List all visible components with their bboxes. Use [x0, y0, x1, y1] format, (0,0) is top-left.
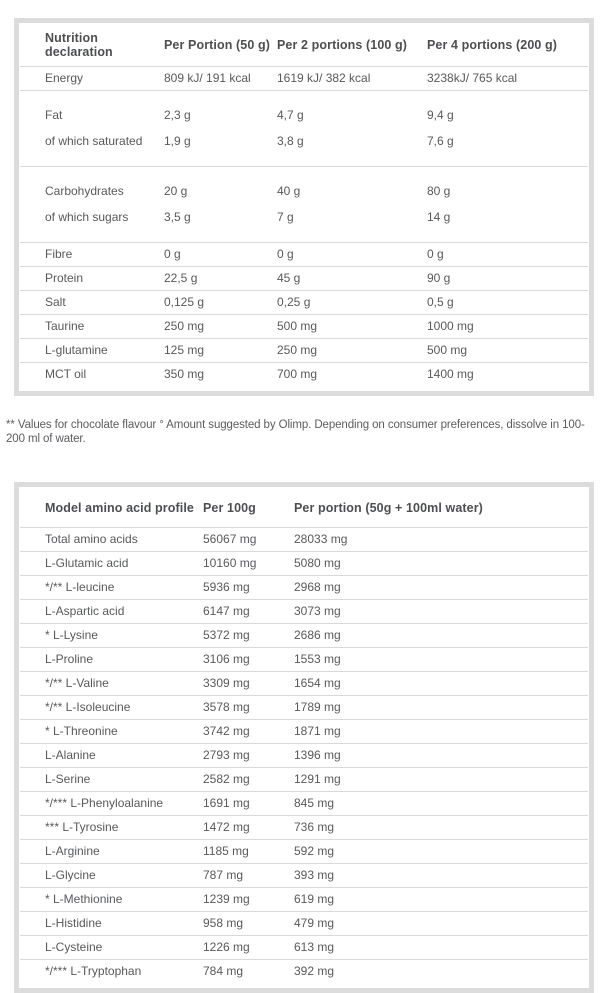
row-label-line: Fat: [45, 108, 63, 122]
row-label: Salt: [45, 295, 66, 309]
row-value: 3106 mg: [203, 652, 250, 666]
row-label: [20, 172, 164, 237]
row-value: 2793 mg: [203, 748, 250, 762]
row-value: 845 mg: [294, 796, 335, 810]
row-label-line: of which saturated: [45, 134, 143, 148]
row-value: 3073 mg: [294, 604, 341, 618]
row-value: 0,125 g: [164, 295, 205, 309]
row-value: 0 g: [164, 247, 181, 261]
row-label: */** L-Valine: [45, 676, 109, 690]
row-value: 1472 mg: [203, 820, 250, 834]
table-row: [20, 599, 588, 623]
row-value: 2582 mg: [203, 772, 250, 786]
row-label: L-Glutamic acid: [45, 556, 129, 570]
table-row: [20, 791, 588, 815]
row-label: * L-Methionine: [45, 892, 123, 906]
table-row: [20, 623, 588, 647]
row-value-line: 20 g: [164, 184, 188, 198]
row-value: 1291 mg: [294, 772, 341, 786]
row-value: 700 mg: [277, 367, 318, 381]
row-value: 90 g: [427, 271, 451, 285]
row-value: 125 mg: [164, 343, 205, 357]
row-value: 5936 mg: [203, 580, 250, 594]
row-value: 958 mg: [203, 916, 244, 930]
row-value: 1239 mg: [203, 892, 250, 906]
row-value-line: 1,9 g: [164, 134, 191, 148]
row-value: 393 mg: [294, 868, 335, 882]
row-value: 500 mg: [277, 319, 318, 333]
row-value: 1553 mg: [294, 652, 341, 666]
table-row: [20, 66, 588, 90]
row-label-line: Carbohydrates: [45, 184, 124, 198]
table-row: [20, 90, 588, 166]
row-value-line: 3,8 g: [277, 134, 304, 148]
row-label: *** L-Tyrosine: [45, 820, 119, 834]
row-label: Fibre: [45, 247, 73, 261]
row-value: [277, 172, 427, 237]
row-label: */** L-Isoleucine: [45, 700, 131, 714]
table-row: [20, 527, 588, 551]
table-row: [20, 959, 588, 988]
row-value: 0,25 g: [277, 295, 311, 309]
row-value: 10160 mg: [203, 556, 257, 570]
amino-table-header-row: [20, 487, 588, 527]
row-label: */*** L-Phenyloalanine: [45, 796, 164, 810]
row-value: [427, 172, 588, 237]
row-value-line: 7 g: [277, 210, 294, 224]
row-label: L-Cysteine: [45, 940, 103, 954]
row-value: 787 mg: [203, 868, 244, 882]
row-value-line: 7,6 g: [427, 134, 454, 148]
table-row: [20, 338, 588, 362]
row-value: 3578 mg: [203, 700, 250, 714]
table-row: [20, 719, 588, 743]
row-value: [164, 172, 277, 237]
row-value: 784 mg: [203, 964, 244, 978]
row-value: 500 mg: [427, 343, 468, 357]
row-value: 5372 mg: [203, 628, 250, 642]
row-value: 0,5 g: [427, 295, 454, 309]
row-value: 592 mg: [294, 844, 335, 858]
row-value: 1871 mg: [294, 724, 341, 738]
table-row: [20, 671, 588, 695]
row-value: 736 mg: [294, 820, 335, 834]
table-row: [20, 314, 588, 338]
row-value: 2686 mg: [294, 628, 341, 642]
row-value: 0 g: [427, 247, 444, 261]
row-label: Energy: [45, 71, 84, 85]
row-value: 1396 mg: [294, 748, 341, 762]
row-value: [164, 96, 277, 161]
row-value: 0 g: [277, 247, 294, 261]
row-value: 1654 mg: [294, 676, 341, 690]
row-value-line: 2,3 g: [164, 108, 191, 122]
row-value: 1226 mg: [203, 940, 250, 954]
table-row: [20, 887, 588, 911]
table-row: [20, 695, 588, 719]
row-value: [277, 96, 427, 161]
table-row: [20, 911, 588, 935]
row-label: Taurine: [45, 319, 85, 333]
table-row: [20, 767, 588, 791]
row-value: 613 mg: [294, 940, 335, 954]
row-value: 22,5 g: [164, 271, 198, 285]
table-row: [20, 266, 588, 290]
row-value: 809 kJ/ 191 kcal: [164, 71, 251, 85]
flavour-footnote: ** Values for chocolate flavour ° Amount suggested by Olimp. Depending on consumer preferences, dissolve in 100-200 ml of water.: [6, 419, 585, 445]
amino-header-per-100g: Per 100g: [203, 501, 256, 515]
table-row: [20, 166, 588, 242]
row-label: L-Aspartic acid: [45, 604, 125, 618]
table-row: [20, 575, 588, 599]
row-value: 619 mg: [294, 892, 335, 906]
row-value: 1400 mg: [427, 367, 474, 381]
row-label: */** L-leucine: [45, 580, 115, 594]
row-value: 1185 mg: [203, 844, 249, 858]
table-row: [20, 935, 588, 959]
table-row: [20, 863, 588, 887]
amino-header-label: Model amino acid profile: [45, 501, 194, 515]
row-label: L-Glycine: [45, 868, 96, 882]
row-value: 479 mg: [294, 916, 335, 930]
table-row: [20, 290, 588, 314]
amino-header-per-portion: Per portion (50g + 100ml water): [294, 501, 483, 515]
row-value-line: 9,4 g: [427, 108, 454, 122]
row-value-line: 80 g: [427, 184, 451, 198]
row-value: 6147 mg: [203, 604, 250, 618]
row-label: MCT oil: [45, 367, 87, 381]
nutrition-header-per-portion: Per Portion (50 g): [164, 38, 270, 52]
nutrition-declaration-table: [14, 18, 594, 396]
row-value: 3238kJ/ 765 kcal: [427, 71, 518, 85]
row-label: L-Proline: [45, 652, 94, 666]
row-value: 45 g: [277, 271, 301, 285]
row-value: 250 mg: [164, 319, 205, 333]
row-value: 3309 mg: [203, 676, 250, 690]
row-value-line: 40 g: [277, 184, 301, 198]
nutrition-header-label: Nutrition declaration: [45, 31, 113, 59]
row-label: L-Histidine: [45, 916, 102, 930]
row-label: L-glutamine: [45, 343, 108, 357]
row-value: [427, 96, 588, 161]
table-row: [20, 242, 588, 266]
row-label: L-Arginine: [45, 844, 100, 858]
table-row: [20, 839, 588, 863]
amino-acid-profile-table: [14, 482, 594, 993]
row-value: 28033 mg: [294, 532, 348, 546]
row-label: */*** L-Tryptophan: [45, 964, 142, 978]
nutrition-header-per-4-portions: Per 4 portions (200 g): [427, 38, 558, 52]
row-value: 1691 mg: [203, 796, 250, 810]
table-row: [20, 551, 588, 575]
row-value: 1000 mg: [427, 319, 474, 333]
row-label: [20, 96, 164, 161]
row-value: 2968 mg: [294, 580, 341, 594]
row-value: 3742 mg: [203, 724, 250, 738]
row-label: * L-Threonine: [45, 724, 118, 738]
row-value-line: 4,7 g: [277, 108, 304, 122]
table-row: [20, 815, 588, 839]
nutrition-table-header-row: [20, 23, 588, 66]
table-row: [20, 362, 588, 391]
row-label: Protein: [45, 271, 84, 285]
row-label: L-Alanine: [45, 748, 96, 762]
table-row: [20, 743, 588, 767]
row-value: 5080 mg: [294, 556, 341, 570]
row-value: 1619 kJ/ 382 kcal: [277, 71, 371, 85]
row-value: 250 mg: [277, 343, 318, 357]
row-value: 56067 mg: [203, 532, 257, 546]
row-value-line: 3,5 g: [164, 210, 191, 224]
row-value-line: 14 g: [427, 210, 451, 224]
row-label-line: of which sugars: [45, 210, 129, 224]
row-value: 392 mg: [294, 964, 335, 978]
nutrition-header-per-2-portions: Per 2 portions (100 g): [277, 38, 408, 52]
row-label: * L-Lysine: [45, 628, 98, 642]
row-value: 350 mg: [164, 367, 205, 381]
row-label: L-Serine: [45, 772, 91, 786]
table-row: [20, 647, 588, 671]
row-value: 1789 mg: [294, 700, 341, 714]
row-label: Total amino acids: [45, 532, 138, 546]
